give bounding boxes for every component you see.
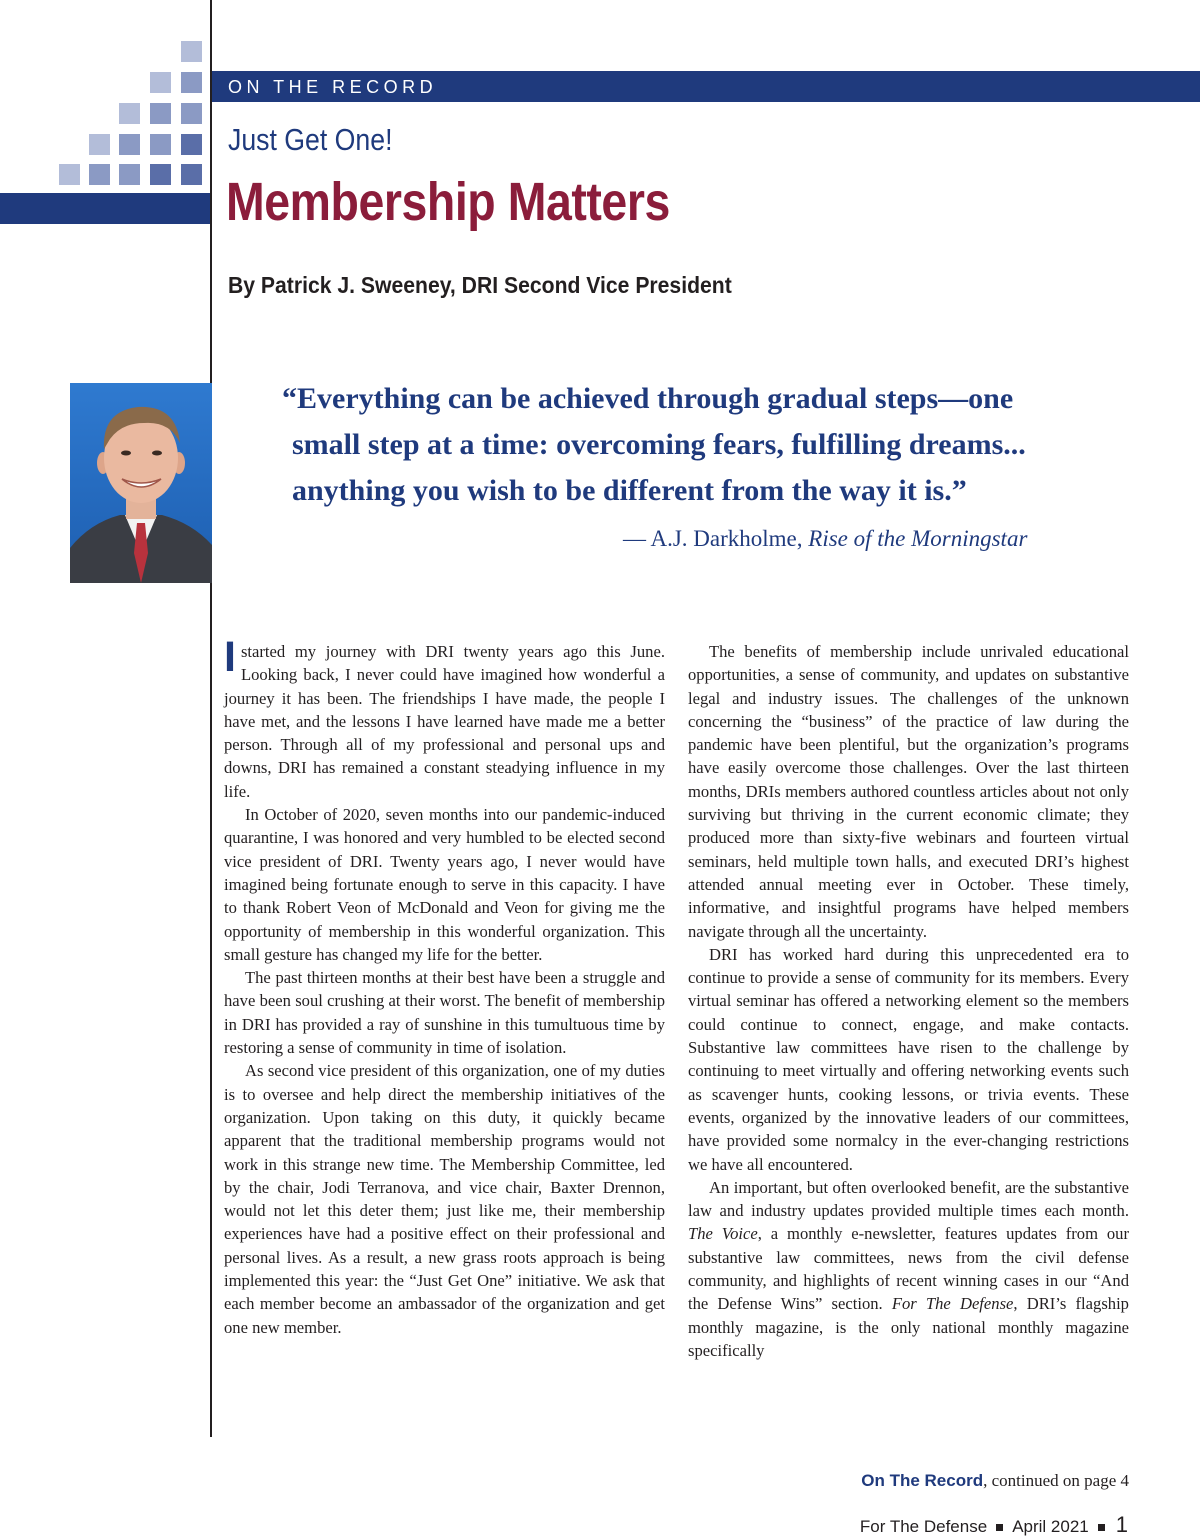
- article-headline: Membership Matters: [226, 172, 670, 232]
- grid-square: [181, 41, 202, 62]
- grid-square: [89, 134, 110, 155]
- quote-line: anything you wish to be different from the way it is.”: [292, 474, 967, 507]
- quote-attribution: [623, 524, 1027, 554]
- grid-square: [150, 103, 171, 124]
- body-paragraph: In October of 2020, seven months into our pandemic-induced quarantine, I was honored and very humbled to be elected second vice president of DRI. Twenty years ago, I never would have imagined being fortunate enough to serve in this capacity. I have to thank Robert Veon of McDonald and Veon for giving me the opportunity of membership in this wonderful organization. This small gesture has changed my life for the better.: [224, 805, 665, 964]
- author-portrait: [70, 383, 212, 583]
- magazine-title: For The Defense: [891, 1294, 1014, 1314]
- grid-square: [181, 164, 202, 185]
- grid-square: [150, 164, 171, 185]
- grid-square: [181, 72, 202, 93]
- decorative-square-grid: [0, 0, 210, 190]
- separator-bullet: [996, 1524, 1003, 1531]
- body-paragraph: Istarted my journey with DRI twenty years ago this June. Looking back, I never could have imagined how wonderful a journey it has been. The friendships I have made, the people I have met, and the lessons I have learned have made me a better person. Through all of my professional and personal ups and downs, DRI has remained a constant steadying influence in my life.: [224, 633, 665, 801]
- attribution-author: — A.J. Darkholme,: [623, 526, 809, 551]
- grid-square: [150, 72, 171, 93]
- article-byline: By Patrick J. Sweeney, DRI Second Vice President: [228, 272, 732, 298]
- body-column-right: [688, 640, 1129, 1362]
- continuation-note: [688, 1470, 1129, 1492]
- quote-line: small step at a time: overcoming fears, fulfilling dreams...: [292, 428, 1026, 461]
- body-paragraph: DRI has worked hard during this unprecedented era to continue to provide a sense of community for its members. Every virtual seminar has offered a networking element so the members could continue to connect, engage, and make contacts. Substantive law committees have risen to the challenge by continuing to meet virtually and offering networking events such as scavenger hunts, cooking lessons, or trivia events. These events, organized by the innovative leaders of our committees, have provided some normalcy in the ever-changing restrictions we have all encountered.: [688, 944, 1129, 1174]
- separator-bullet: [1098, 1524, 1105, 1531]
- pull-quote: [282, 376, 1102, 514]
- grid-square: [119, 164, 140, 185]
- vertical-rule: [210, 0, 212, 1437]
- grid-square: [181, 103, 202, 124]
- left-banner-bar: [0, 193, 210, 224]
- body-paragraph: As second vice president of this organization, one of my duties is to oversee and help direct the membership initiatives of the organization. Upon taking on this duty, it quickly became apparent that the traditional membership programs would not work in this strange new time. The Membership Committee, led by the chair, Jodi Terranova, and vice chair, Baxter Drennon, would not let this deter them; just like me, their membership experiences have had a positive effect on their professional and personal lives. As a result, a new grass roots approach is being implemented this year: the “Just Get One” initiative. We ask that each member become an ambassador of the organization and get one new member.: [224, 1061, 665, 1337]
- body-paragraph: An important, but often overlooked benefit, are the substantive law and industry updates provided multiple times each month. The Voice, a monthly e-newsletter, features updates from our substantive law committees, news from the civil defense community, and highlights of recent winning cases in our “And the Defense Wins” section. For The Defense, DRI’s flagship monthly magazine, is the only national monthly magazine specifically: [688, 1177, 1129, 1360]
- footer-issue: April 2021: [1012, 1517, 1089, 1536]
- grid-square: [181, 134, 202, 155]
- grid-square: [59, 164, 80, 185]
- page-number: 1: [1115, 1512, 1128, 1537]
- attribution-work: Rise of the Morningstar: [808, 526, 1028, 551]
- newsletter-title: The Voice: [688, 1224, 758, 1244]
- drop-cap: I: [224, 633, 236, 681]
- body-paragraph: The benefits of membership include unrivaled educational opportunities, a sense of community, and updates on substantive legal and industry issues. The challenges of the unknown concerning the “business” of the practice of law during the pandemic have been plentiful, but the organization’s programs have easily overcome those challenges. Over the last thirteen months, DRIs members authored countless articles about not only surviving but thriving in the current economic climate; they produced more than sixty-five webinars and fourteen virtual seminars, held multiple town halls, and executed DRI’s highest attended annual meeting ever in October. These timely, informative, and insightful programs have helped members navigate through all the uncertainty.: [688, 642, 1129, 941]
- footer-publication: For The Defense: [859, 1517, 988, 1536]
- body-paragraph: The past thirteen months at their best have been a struggle and have been soul crushing at their worst. The benefit of membership in DRI has provided a ray of sunshine in this tumultuous time by restoring a sense of community in time of isolation.: [224, 968, 665, 1058]
- continued-section-label: On The Record: [861, 1471, 984, 1490]
- continued-text: , continued on page 4: [983, 1471, 1129, 1490]
- page-footer: [860, 1514, 1128, 1538]
- grid-square: [119, 103, 140, 124]
- body-column-left: [224, 633, 665, 1339]
- grid-square: [150, 134, 171, 155]
- article-subtitle: Just Get One!: [228, 122, 393, 157]
- grid-square: [89, 164, 110, 185]
- grid-square: [119, 134, 140, 155]
- section-kicker: ON THE RECORD: [228, 77, 438, 97]
- quote-line: “Everything can be achieved through gradual steps—one: [282, 382, 1014, 415]
